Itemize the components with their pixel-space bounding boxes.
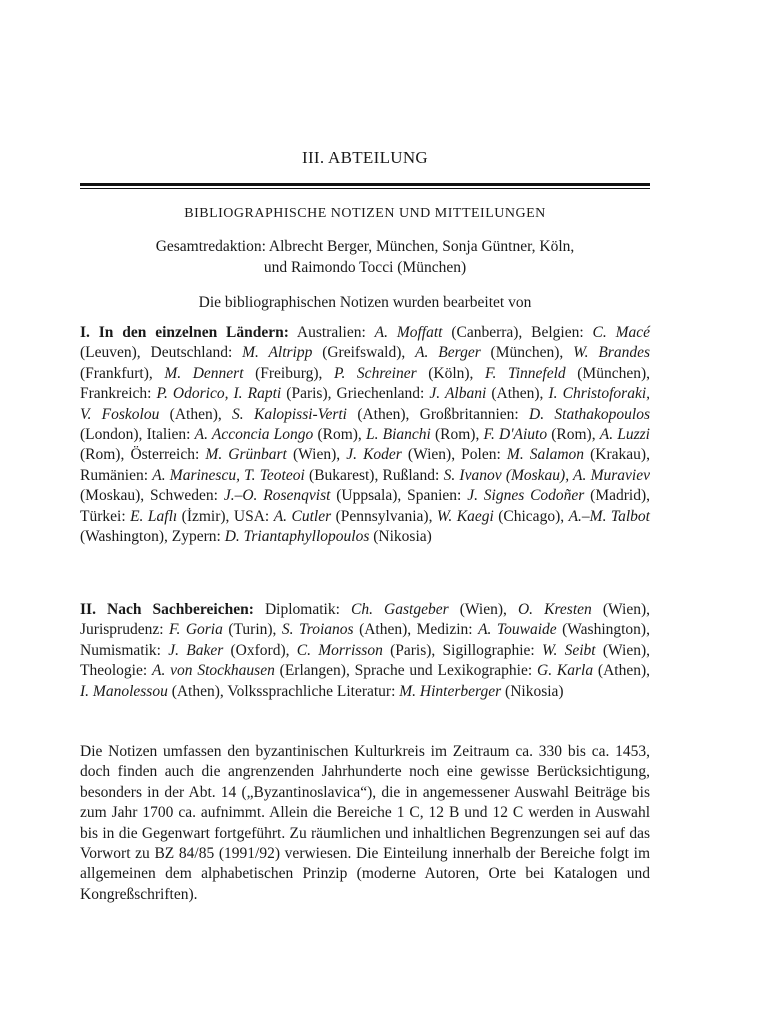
- editor-name: E. Laflı: [130, 507, 178, 525]
- editor-name: J. Albani: [429, 385, 487, 403]
- editors-line-1: Gesamtredaktion: Albrecht Berger, München, Sonja Güntner, Köln,: [155, 238, 575, 255]
- editor-name: A. Berger: [415, 344, 481, 362]
- text: (Rom),: [547, 426, 600, 444]
- editor-name: C. Macé: [592, 324, 650, 341]
- text: (Athen),: [159, 405, 233, 423]
- text: (Athen), Volkssprachliche Literatur:: [167, 682, 400, 700]
- countries-paragraph: [80, 323, 650, 547]
- editor-name: M. Grünbart: [205, 446, 287, 464]
- editor-name: A. Moffatt: [374, 324, 443, 341]
- intro-line: Die bibliographischen Notizen wurden bearbeitet von: [198, 294, 532, 311]
- editors-line-2: und Raimondo Tocci (München): [263, 259, 467, 276]
- editor-name: J. Koder: [346, 446, 402, 464]
- editor-name: J.–O. Rosenqvist: [223, 487, 331, 505]
- editor-name: I. Christoforaki, V. Foskolou: [80, 385, 651, 423]
- editor-name: S. Ivanov (Moskau), A. Muraviev: [443, 466, 650, 484]
- text: (Greifswald),: [312, 344, 416, 362]
- text: (Frankfurt),: [80, 364, 165, 382]
- editor-name: F. Goria: [169, 621, 223, 639]
- text: (Leuven), Deutschland:: [80, 344, 243, 362]
- section-subtitle: BIBLIOGRAPHISCHE NOTIZEN UND MITTEILUNGEN: [184, 206, 546, 221]
- text: (İzmir), USA:: [177, 507, 274, 525]
- editor-name: P. Odorico, I. Rapti: [156, 385, 282, 403]
- text: (Köln),: [416, 364, 486, 382]
- text: (Paris), Sigillographie:: [382, 641, 542, 659]
- text: (München), Frankreich:: [80, 364, 650, 403]
- editor-name: L. Bianchi: [365, 426, 431, 444]
- text: (Wien), Polen:: [401, 446, 507, 464]
- editor-name: A.–M. Talbot: [568, 507, 650, 525]
- editor-name: W. Brandes: [573, 344, 650, 362]
- editor-name: A. Luzzi: [599, 426, 650, 444]
- text: (München),: [480, 344, 574, 362]
- editor-name: C. Morrisson: [296, 641, 383, 659]
- editor-name: J. Baker: [168, 641, 224, 659]
- editor-name: G. Karla: [537, 662, 594, 680]
- editor-name: M. Dennert: [164, 364, 244, 382]
- editor-name: O. Kresten: [517, 601, 592, 618]
- editor-name: A. Acconcia Longo: [194, 426, 314, 444]
- text: (Erlangen), Sprache und Lexikographie:: [274, 662, 537, 680]
- editor-name: D. Triantaphyllopoulos: [224, 528, 370, 546]
- editor-name: A. Marinescu, T. Teoteoi: [152, 466, 305, 484]
- text: (Wien), Jurisprudenz:: [80, 601, 650, 639]
- editor-name: M. Hinterberger: [399, 682, 502, 700]
- text: (Uppsala), Spanien:: [330, 487, 468, 505]
- editor-name: J. Signes Codoñer: [467, 487, 585, 505]
- editor-name: Ch. Gastgeber: [350, 601, 449, 618]
- subjects-label: II. Nach Sachbereichen:: [80, 601, 254, 618]
- text: (Madrid), Türkei:: [80, 487, 651, 525]
- text: (Oxford),: [223, 641, 297, 659]
- text: (Nikosia): [501, 682, 564, 700]
- editor-name: W. Seibt: [541, 641, 596, 659]
- editor-name: A. Touwaide: [478, 621, 557, 639]
- text: (Turin),: [222, 621, 282, 639]
- editor-name: W. Kaegi: [436, 507, 494, 525]
- text: (Rom),: [313, 426, 366, 444]
- text: Australien:: [288, 324, 375, 341]
- text: (Washington), Numismatik:: [80, 621, 650, 659]
- text: (Wien), Theologie:: [80, 641, 650, 680]
- text: (London), Italien:: [80, 426, 195, 444]
- text: (Rom), Österreich:: [80, 446, 206, 464]
- editor-name: M. Altripp: [242, 344, 313, 362]
- text: (Krakau), Rumänien:: [80, 446, 650, 484]
- editors-block: [80, 236, 650, 278]
- countries-label: I. In den einzelnen Ländern:: [80, 324, 289, 341]
- closing-paragraph: Die Notizen umfassen den byzantinischen Kulturkreis im Zeitraum ca. 330 bis ca. 1453, doch finden auch die angrenzenden Jahrhunderte noch eine gewisse Berücksichtigung, besonders in der Abt. 14 („Byzantinoslavica“), die in angemessener Auswahl Beiträge bis zum Jahr 1700 ca. aufnimmt. Allein die Bereiche 1 C, 12 B und 12 C werden in Auswahl bis in die Gegenwart fortgeführt. Zu räumlichen und inhaltlichen Begrenzungen sei auf das Vorwort zu BZ 84/85 (1991/92) verwiesen. Die Einteilung innerhalb der Bereiche folgt im allgemeinen dem alphabetischen Prinzip (moderne Autoren, Orte bei Katalogen und Kongreßschriften).: [80, 743, 650, 903]
- editor-name: M. Salamon: [506, 446, 585, 464]
- text: (Athen),: [486, 385, 549, 403]
- heading-rule-thin: [80, 188, 650, 189]
- text: Diplomatik:: [253, 601, 351, 618]
- editor-name: S. Troianos: [281, 621, 354, 639]
- text: (Moskau), Schweden:: [80, 487, 224, 505]
- editor-name: F. D'Aiuto: [483, 426, 548, 444]
- subjects-paragraph: [80, 600, 650, 702]
- text: (Chicago),: [493, 507, 569, 525]
- editor-name: F. Tinnefeld: [485, 364, 566, 382]
- editor-name: P. Schreiner: [334, 364, 417, 382]
- text: (Pennsylvania),: [331, 507, 437, 525]
- text: (Wien),: [448, 601, 518, 618]
- text: (Rom),: [430, 426, 484, 444]
- text: (Wien),: [286, 446, 347, 464]
- editor-name: S. Kalopissi-Verti: [232, 405, 347, 423]
- text: (Paris), Griechenland:: [281, 385, 430, 403]
- heading-rule-thick: [80, 183, 650, 186]
- section-heading: III. ABTEILUNG: [301, 148, 428, 167]
- editor-name: A. von Stockhausen: [151, 662, 275, 680]
- text: (Athen),: [593, 662, 650, 680]
- text: (Canberra), Belgien:: [442, 324, 593, 341]
- editor-name: A. Cutler: [273, 507, 332, 525]
- editor-name: I. Manolessou: [80, 682, 168, 700]
- text: (Athen), Großbritannien:: [347, 405, 530, 423]
- text: (Freiburg),: [243, 364, 334, 382]
- text: (Bukarest), Rußland:: [304, 466, 444, 484]
- text: (Nikosia): [369, 528, 432, 546]
- text: (Athen), Medizin:: [353, 621, 479, 639]
- editor-name: D. Stathakopoulos: [529, 405, 650, 423]
- text: (Washington), Zypern:: [80, 528, 225, 546]
